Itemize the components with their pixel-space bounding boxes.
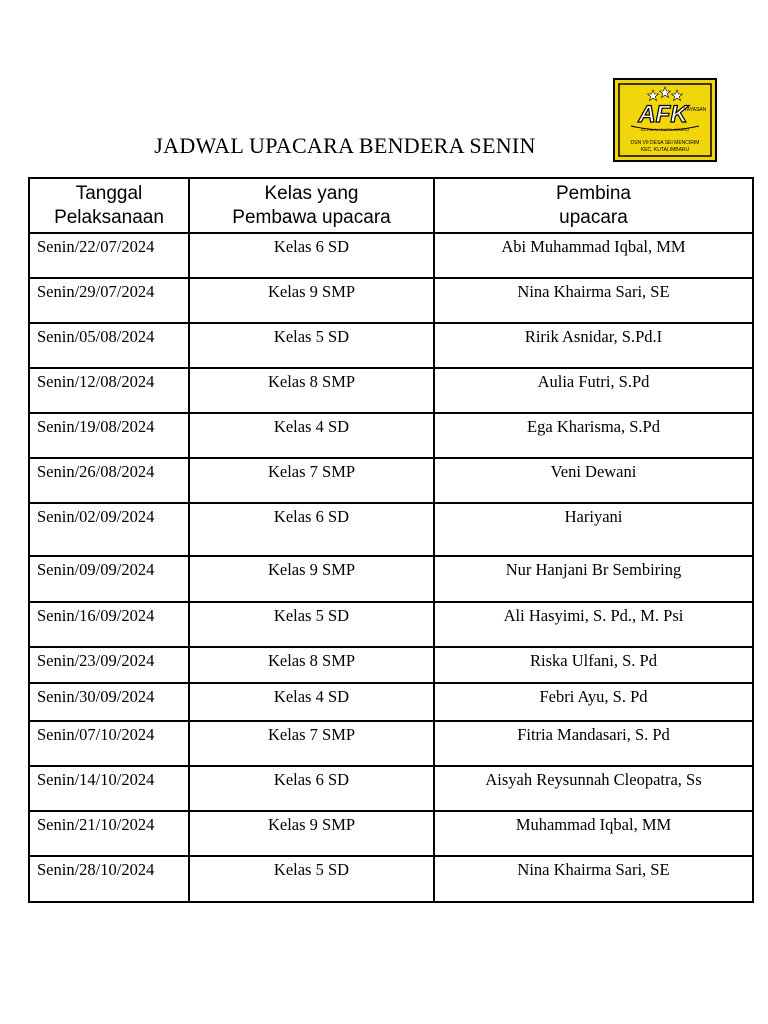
pembina-cell: Hariyani xyxy=(434,503,753,556)
table-row xyxy=(29,856,753,902)
kelas-cell: Kelas 4 SD xyxy=(189,413,434,458)
logo-mark: AFK xyxy=(638,101,688,128)
table-row xyxy=(29,556,753,602)
table-row xyxy=(29,602,753,647)
kelas-cell: Kelas 9 SMP xyxy=(189,556,434,602)
date-cell: Senin/29/07/2024 xyxy=(29,278,189,323)
kelas-cell: Kelas 5 SD xyxy=(189,856,434,902)
table-row xyxy=(29,647,753,683)
kelas-cell: Kelas 5 SD xyxy=(189,323,434,368)
pembina-cell: Muhammad Iqbal, MM xyxy=(434,811,753,856)
table-row xyxy=(29,278,753,323)
header-tanggal xyxy=(29,178,189,233)
table-row xyxy=(29,503,753,556)
date-cell: Senin/19/08/2024 xyxy=(29,413,189,458)
pembina-cell: Abi Muhammad Iqbal, MM xyxy=(434,233,753,278)
pembina-cell: Ririk Asnidar, S.Pd.I xyxy=(434,323,753,368)
date-cell: Senin/16/09/2024 xyxy=(29,602,189,647)
header-pembina-line1: Pembina xyxy=(556,182,631,204)
pembina-cell: Ali Hasyimi, S. Pd., M. Psi xyxy=(434,602,753,647)
kelas-cell: Kelas 6 SD xyxy=(189,766,434,811)
header-pembina-line2: upacara xyxy=(559,206,628,228)
date-cell: Senin/26/08/2024 xyxy=(29,458,189,503)
table-header-row xyxy=(29,178,753,233)
table-row xyxy=(29,233,753,278)
pembina-cell: Febri Ayu, S. Pd xyxy=(434,683,753,721)
pembina-cell: Nur Hanjani Br Sembiring xyxy=(434,556,753,602)
table-row xyxy=(29,721,753,766)
header-kelas-line2: Pembawa upacara xyxy=(232,206,391,228)
date-cell: Senin/28/10/2024 xyxy=(29,856,189,902)
table-row xyxy=(29,413,753,458)
kelas-cell: Kelas 8 SMP xyxy=(189,368,434,413)
date-cell: Senin/22/07/2024 xyxy=(29,233,189,278)
kelas-cell: Kelas 7 SMP xyxy=(189,721,434,766)
header-kelas-line1: Kelas yang xyxy=(264,182,359,204)
svg-text:YAYASAN: YAYASAN xyxy=(683,107,707,113)
kelas-cell: Kelas 9 SMP xyxy=(189,811,434,856)
date-cell: Senin/23/09/2024 xyxy=(29,647,189,683)
pembina-cell: Aisyah Reysunnah Cleopatra, Ss xyxy=(434,766,753,811)
table-row xyxy=(29,683,753,721)
header-tanggal-line2: Pelaksanaan xyxy=(54,206,164,228)
pembina-cell: Veni Dewani xyxy=(434,458,753,503)
kelas-cell: Kelas 9 SMP xyxy=(189,278,434,323)
date-cell: Senin/02/09/2024 xyxy=(29,503,189,556)
header-kelas xyxy=(189,178,434,233)
kelas-cell: Kelas 4 SD xyxy=(189,683,434,721)
header-pembina xyxy=(434,178,753,233)
svg-text:KEC. KUTALIMBARU: KEC. KUTALIMBARU xyxy=(640,147,690,153)
schedule-table xyxy=(28,177,754,903)
date-cell: Senin/09/09/2024 xyxy=(29,556,189,602)
date-cell: Senin/12/08/2024 xyxy=(29,368,189,413)
pembina-cell: Riska Ulfani, S. Pd xyxy=(434,647,753,683)
pembina-cell: Fitria Mandasari, S. Pd xyxy=(434,721,753,766)
table-row xyxy=(29,458,753,503)
page-title: JADWAL UPACARA BENDERA SENIN xyxy=(154,133,536,158)
header-tanggal-line1: Tanggal xyxy=(75,182,143,204)
kelas-cell: Kelas 6 SD xyxy=(189,233,434,278)
kelas-cell: Kelas 8 SMP xyxy=(189,647,434,683)
svg-text:DSN VII DESA SEI MENCIRIM: DSN VII DESA SEI MENCIRIM xyxy=(630,140,700,146)
pembina-cell: Ega Kharisma, S.Pd xyxy=(434,413,753,458)
table-row xyxy=(29,811,753,856)
table-row xyxy=(29,323,753,368)
afk-logo xyxy=(613,78,717,162)
pembina-cell: Aulia Futri, S.Pd xyxy=(434,368,753,413)
date-cell: Senin/14/10/2024 xyxy=(29,766,189,811)
pembina-cell: Nina Khairma Sari, SE xyxy=(434,856,753,902)
date-cell: Senin/30/09/2024 xyxy=(29,683,189,721)
kelas-cell: Kelas 7 SMP xyxy=(189,458,434,503)
table-row xyxy=(29,766,753,811)
date-cell: Senin/05/08/2024 xyxy=(29,323,189,368)
svg-text:AL-FALAH KUTALIMBARU: AL-FALAH KUTALIMBARU xyxy=(640,127,690,132)
kelas-cell: Kelas 5 SD xyxy=(189,602,434,647)
table-row xyxy=(29,368,753,413)
pembina-cell: Nina Khairma Sari, SE xyxy=(434,278,753,323)
date-cell: Senin/21/10/2024 xyxy=(29,811,189,856)
date-cell: Senin/07/10/2024 xyxy=(29,721,189,766)
kelas-cell: Kelas 6 SD xyxy=(189,503,434,556)
